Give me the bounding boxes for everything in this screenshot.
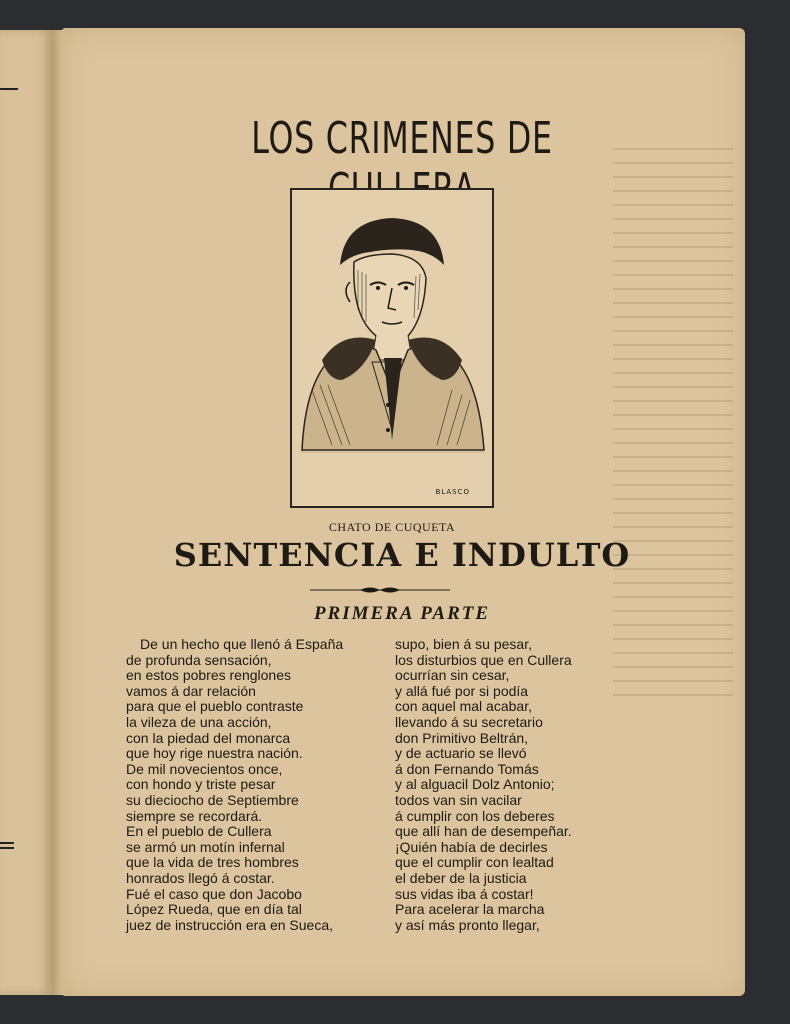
verse-line: se armó un motín infernal: [126, 838, 285, 855]
verse-line: siempre se recordará.: [126, 807, 263, 824]
verse-line: vamos á dar relación: [126, 682, 256, 699]
verse-line: para que el pueblo contraste: [126, 698, 304, 715]
illustrator-signature: BLASCO: [435, 488, 470, 496]
verse-line: De un hecho que llenó á España: [140, 636, 344, 652]
verse-line: que el cumplir con lealtad: [395, 854, 554, 871]
verse-line: todos van sin vacilar: [395, 791, 522, 808]
verse-line: ocurrían sin cesar,: [395, 667, 510, 684]
verse-line: Fué el caso que don Jacobo: [126, 885, 302, 902]
verse-line: que allí han de desempeñar.: [395, 823, 572, 840]
verse-line: con hondo y triste pesar: [126, 776, 276, 793]
page-mark: [0, 842, 14, 844]
document-page: [62, 28, 745, 996]
verse-line: supo, bien á su pesar,: [395, 636, 532, 652]
verse-line: honrados llegó á costar.: [126, 869, 275, 886]
verse-line: sus vidas iba á costar!: [395, 885, 534, 902]
verse-line: con aquel mal acabar,: [395, 698, 532, 715]
verse-line: En el pueblo de Cullera: [126, 823, 272, 840]
verse-line: juez de instrucción era en Sueca,: [126, 916, 334, 933]
verse-line: con la piedad del monarca: [126, 729, 291, 746]
poem-column-left: [126, 637, 396, 933]
verse-line: ¡Quién había de decirles: [395, 838, 548, 855]
verse-line: de profunda sensación,: [126, 651, 272, 668]
page-mark: [0, 88, 18, 90]
page-title: LOS CRIMENES DE: [251, 113, 553, 164]
verse-line: en estos pobres renglones: [126, 667, 291, 684]
verse-line: don Primitivo Beltrán,: [395, 729, 529, 746]
verse-line: que la vida de tres hombres: [126, 854, 299, 871]
portrait-engraving: [292, 190, 492, 506]
portrait-illustration: [290, 188, 494, 508]
verse-line: que hoy rige nuestra nación.: [126, 745, 303, 762]
verse-line: á cumplir con los deberes: [395, 807, 555, 824]
verse-line: llevando á su secretario: [395, 713, 543, 730]
verse-line: y de actuario se llevó: [395, 745, 527, 762]
verse-line: á don Fernando Tomás: [395, 760, 539, 777]
verse-line: la vileza de una acción,: [126, 713, 272, 730]
verse-line: su dieciocho de Septiembre: [126, 791, 299, 808]
verse-line: el deber de la justicia: [395, 869, 527, 886]
verse-line: los disturbios que en Cullera: [395, 651, 572, 668]
ornament-divider: [310, 585, 450, 595]
verse-line: López Rueda, que en día tal: [126, 901, 302, 918]
poem-column-right: [395, 637, 695, 933]
verse-line: Para acelerar la marcha: [395, 901, 545, 918]
verse-line: De mil novecientos once,: [126, 760, 283, 777]
verse-line: y al alguacil Dolz Antonio;: [395, 776, 555, 793]
left-page-edge: [0, 30, 54, 995]
page-mark: [0, 847, 14, 849]
verse-line: y así más pronto llegar,: [395, 916, 540, 933]
part-title: PRIMERA PARTE: [313, 603, 491, 624]
portrait-caption: CHATO DE CUQUETA: [328, 520, 456, 534]
section-heading: SENTENCIA E INDULTO: [173, 536, 631, 574]
verse-line: y allá fué por si podía: [395, 682, 529, 699]
